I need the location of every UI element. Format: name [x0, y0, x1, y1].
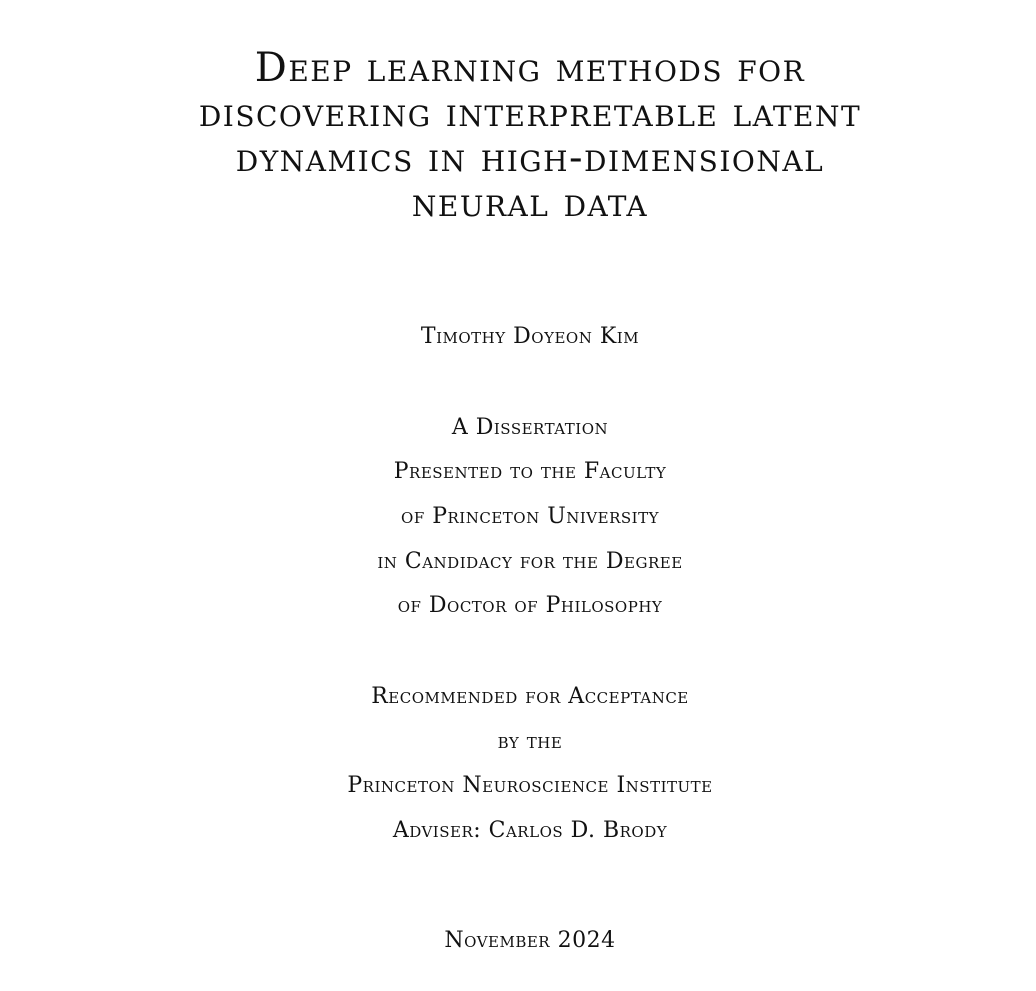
acceptance-line-1: Recommended for Acceptance	[371, 684, 689, 709]
author-name: Timothy Doyeon Kim	[420, 324, 640, 349]
title-line-4: neural data	[411, 180, 649, 226]
dissertation-line-3: of Princeton University	[401, 504, 659, 529]
title-line-2: discovering interpretable latent	[198, 90, 862, 136]
dissertation-line-5: of Doctor of Philosophy	[397, 593, 663, 618]
title-line-3: dynamics in high-dimensional	[235, 135, 825, 181]
submission-date: November 2024	[444, 928, 616, 953]
acceptance-line-3: Princeton Neuroscience Institute	[347, 773, 713, 798]
adviser-line: Adviser: Carlos D. Brody	[392, 818, 668, 843]
dissertation-line-1: A Dissertation	[451, 415, 609, 440]
dissertation-line-4: in Candidacy for the Degree	[377, 549, 683, 574]
title-line-1: Deep learning methods for	[254, 45, 806, 91]
dissertation-line-2: Presented to the Faculty	[393, 459, 667, 484]
acceptance-line-2: by the	[497, 729, 563, 754]
